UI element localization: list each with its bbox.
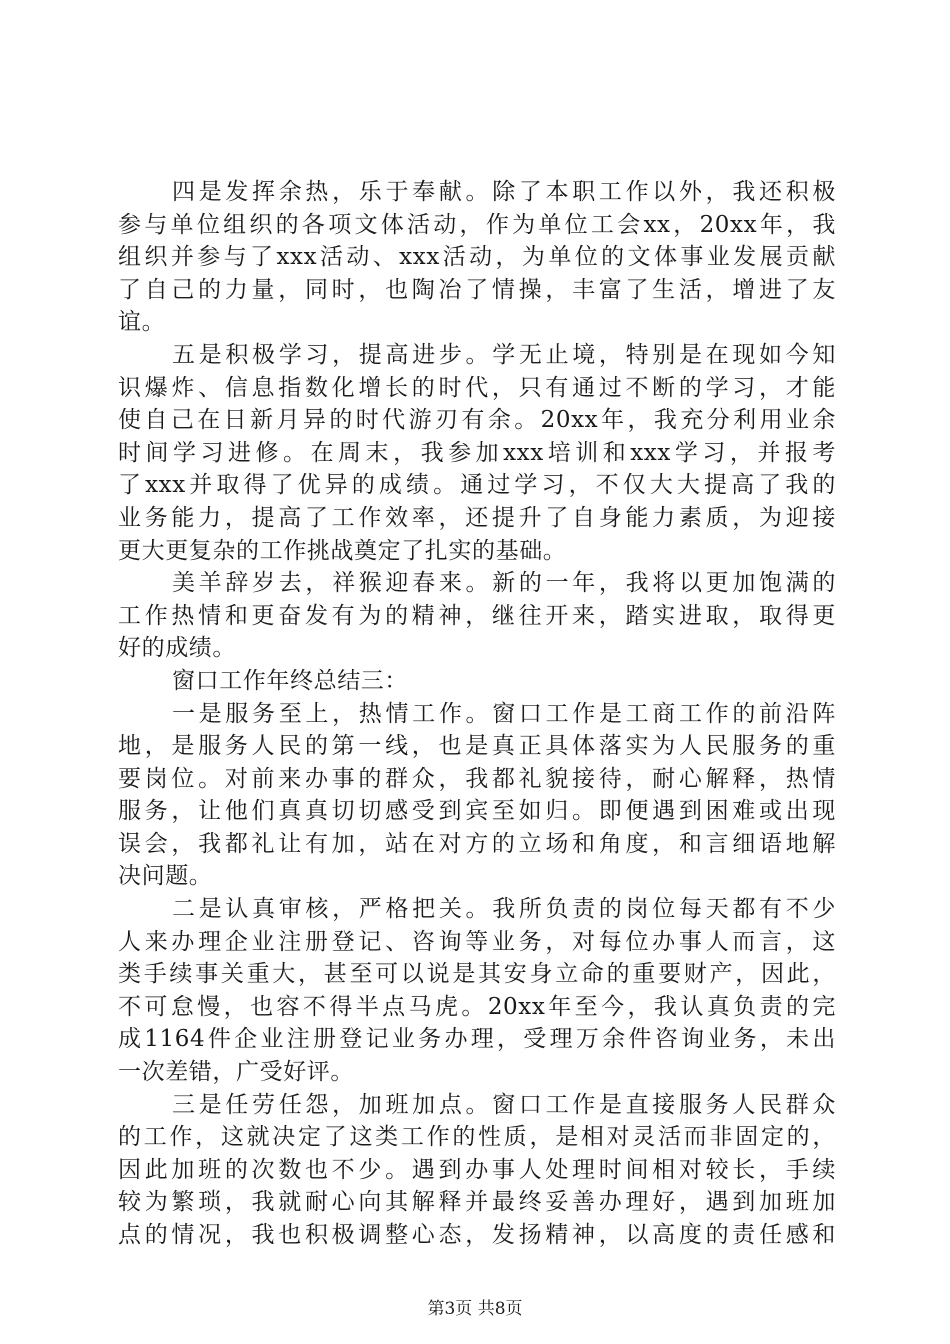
text-line: 因此加班的次数也不少。遇到办事人处理时间相对较长，手续 <box>118 1156 836 1183</box>
text-line: 不可怠慢，也容不得半点马虎。20xx年至今，我认真负责的完 <box>118 993 836 1020</box>
text-line: 谊。 <box>118 309 166 336</box>
text-line: 的工作，这就决定了这类工作的性质，是相对灵活而非固定的， <box>118 1124 836 1151</box>
text-line: 二是认真审核，严格把关。我所负责的岗位每天都有不少 <box>172 896 836 923</box>
text-line: 了xxx并取得了优异的成绩。通过学习，不仅大大提高了我的 <box>118 472 836 499</box>
text-line: 美羊辞岁去，祥猴迎春来。新的一年，我将以更加饱满的 <box>172 570 836 597</box>
text-line: 四是发挥余热，乐于奉献。除了本职工作以外，我还积极 <box>172 179 836 205</box>
text-line: 服务，让他们真真切切感受到宾至如归。即便遇到困难或出现 <box>118 798 836 825</box>
text-line: 工作热情和更奋发有为的精神，继往开来，踏实进取，取得更 <box>118 602 836 629</box>
text-line: 业务能力，提高了工作效率，还提升了自身能力素质，为迎接 <box>118 504 836 531</box>
text-line: 一是服务至上，热情工作。窗口工作是工商工作的前沿阵 <box>172 700 836 727</box>
text-line: 较为繁琐，我就耐心向其解释并最终妥善办理好，遇到加班加 <box>118 1189 836 1216</box>
text-line: 组织并参与了xxx活动、xxx活动，为单位的文体事业发展贡献 <box>118 244 836 271</box>
document-body <box>118 176 836 1252</box>
text-line: 三是任劳任怨，加班加点。窗口工作是直接服务人民群众 <box>172 1091 836 1118</box>
text-line: 成1164件企业注册登记业务办理，受理万余件咨询业务，未出 <box>118 1026 836 1053</box>
text-line: 好的成绩。 <box>118 635 236 662</box>
text-line: 地，是服务人民的第一线，也是真正具体落实为人民服务的重 <box>118 733 836 760</box>
text-line: 五是积极学习，提高进步。学无止境，特别是在现如今知 <box>172 341 836 368</box>
text-line: 窗口工作年终总结三： <box>172 667 408 694</box>
text-line: 决问题。 <box>118 863 213 890</box>
text-line: 误会，我都礼让有加，站在对方的立场和角度，和言细语地解 <box>118 830 836 857</box>
text-line: 要岗位。对前来办事的群众，我都礼貌接待，耐心解释，热情 <box>118 765 836 792</box>
text-line: 识爆炸、信息指数化增长的时代，只有通过不断的学习，才能 <box>118 374 836 401</box>
text-line: 参与单位组织的各项文体活动，作为单位工会xx，20xx年，我 <box>118 211 836 238</box>
text-line: 时间学习进修。在周末，我参加xxx培训和xxx学习，并报考 <box>118 439 836 466</box>
text-line: 点的情况，我也积极调整心态，发扬精神，以高度的责任感和 <box>118 1222 836 1248</box>
text-line: 更大更复杂的工作挑战奠定了扎实的基础。 <box>118 537 567 564</box>
text-line: 类手续事关重大，甚至可以说是其安身立命的重要财产，因此， <box>118 961 836 988</box>
text-line: 一次差错，广受好评。 <box>118 1059 354 1086</box>
page-footer: 第3页 共8页 <box>427 1299 523 1319</box>
text-line: 人来办理企业注册登记、咨询等业务，对每位办事人而言，这 <box>118 928 836 955</box>
text-line: 使自己在日新月异的时代游刃有余。20xx年，我充分利用业余 <box>118 407 836 434</box>
text-line: 了自己的力量，同时，也陶冶了情操，丰富了生活，增进了友 <box>118 276 836 303</box>
